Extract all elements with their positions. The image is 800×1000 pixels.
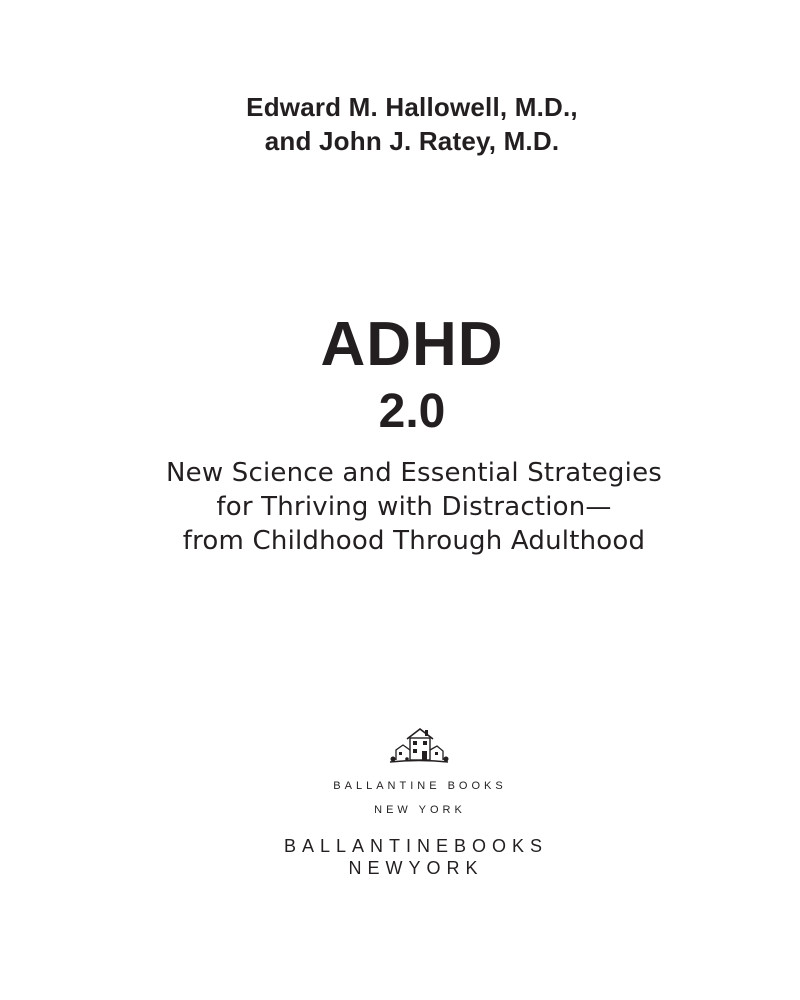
book-title-version: 2.0 bbox=[378, 385, 446, 438]
ballantine-house-colophon-icon bbox=[388, 726, 450, 766]
author-line-2: and John J. Ratey, M.D. bbox=[264, 126, 560, 156]
author-line-1: Edward M. Hallowell, M.D., bbox=[246, 92, 578, 122]
subtitle-line-1: New Science and Essential Strategies bbox=[165, 458, 663, 488]
publisher-name: BALLANTINE BOOKS bbox=[333, 780, 507, 792]
publisher-city-large: NEWYORK bbox=[348, 858, 484, 878]
subtitle-line-3: from Childhood Through Adulthood bbox=[182, 526, 646, 556]
book-title: ADHD bbox=[320, 310, 504, 379]
subtitle-line-2: for Thriving with Distraction— bbox=[216, 492, 612, 522]
publisher-city: NEW YORK bbox=[374, 804, 466, 816]
publisher-name-large: BALLANTINEBOOKS bbox=[283, 836, 549, 856]
